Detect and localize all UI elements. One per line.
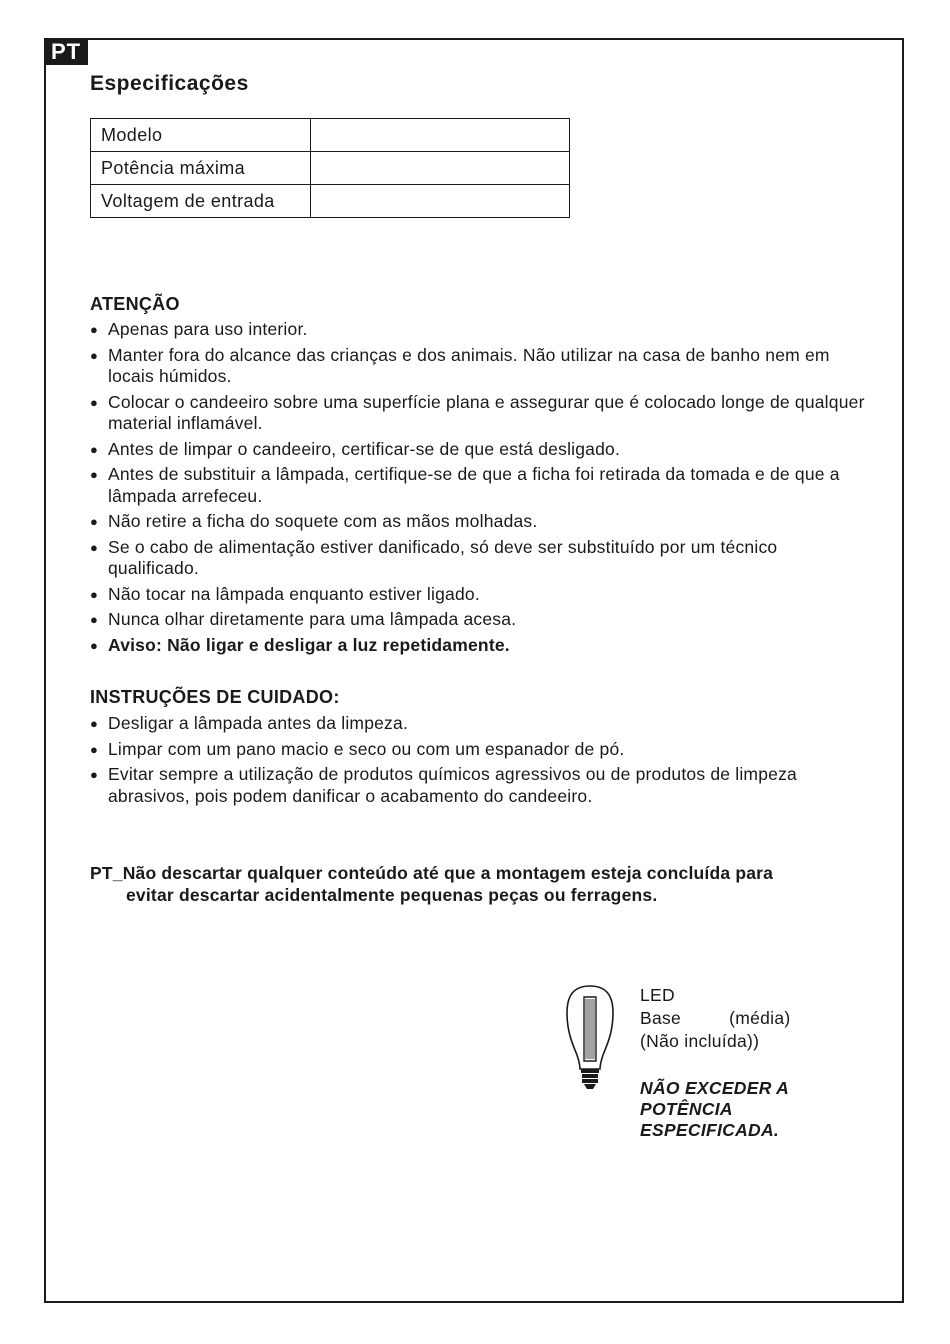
notice-line-2: evitar descartar acidentalmente pequenas peças ou ferragens. (126, 885, 658, 905)
bulb-type: LED (640, 985, 675, 1005)
list-item: ● Antes de limpar o candeeiro, certificar-se de que está desligado. (90, 439, 870, 461)
list-item: ● Se o cabo de alimentação estiver danificado, só deve ser substituído por um técnico qualificado. (90, 537, 870, 580)
bulb-specification (640, 984, 791, 1053)
language-badge: PT (44, 38, 88, 65)
spec-label: Voltagem de entrada (91, 185, 311, 218)
spec-label: Modelo (91, 119, 311, 152)
list-item: ● Limpar com um pano macio e seco ou com um espanador de pó. (90, 739, 870, 761)
spec-value (311, 185, 570, 218)
table-row (91, 185, 570, 218)
bulb-base-size: (média) (729, 1008, 791, 1028)
list-item: ● Nunca olhar diretamente para uma lâmpada acesa. (90, 609, 870, 631)
list-item: ● Não tocar na lâmpada enquanto estiver ligado. (90, 584, 870, 606)
warning-line: NÃO EXCEDER A (640, 1078, 790, 1098)
attention-list (90, 319, 870, 660)
spec-label: Potência máxima (91, 152, 311, 185)
list-item: ● Apenas para uso interior. (90, 319, 870, 341)
list-item: ● Desligar a lâmpada antes da limpeza. (90, 713, 870, 735)
warning-line: POTÊNCIA (640, 1099, 733, 1119)
wattage-warning (640, 1078, 789, 1141)
care-title: INSTRUÇÕES DE CUIDADO: (90, 687, 340, 707)
warning-line: ESPECIFICADA. (640, 1120, 780, 1140)
page-title: Especificações (90, 72, 249, 95)
spec-value (311, 119, 570, 152)
disposal-notice (90, 862, 870, 906)
list-item: ● Colocar o candeeiro sobre uma superfície plana e assegurar que é colocado longe de qualquer material inflamável. (90, 392, 870, 435)
care-list (90, 713, 870, 811)
attention-title: ATENÇÃO (90, 294, 180, 314)
list-item: ● Evitar sempre a utilização de produtos químicos agressivos ou de produtos de limpeza abrasivos, pois podem danificar o acabamento do candeeiro. (90, 764, 870, 807)
bulb-base-row (640, 1007, 791, 1030)
bulb-included: (Não incluída)) (640, 1031, 760, 1051)
filament-bulb-icon (560, 983, 620, 1093)
list-item: ● Manter fora do alcance das crianças e dos animais. Não utilizar na casa de banho nem em locais húmidos. (90, 345, 870, 388)
bulb-base-label: Base (640, 1008, 682, 1028)
list-item: ● Antes de substituir a lâmpada, certifique-se de que a ficha foi retirada da tomada e de que a lâmpada arrefeceu. (90, 464, 870, 507)
warning-list-item: ● Aviso: Não ligar e desligar a luz repetidamente. (90, 635, 870, 657)
spec-value (311, 152, 570, 185)
table-row (91, 152, 570, 185)
table-row (91, 119, 570, 152)
notice-line-1: PT_Não descartar qualquer conteúdo até que a montagem esteja concluída para (90, 863, 774, 883)
list-item: ● Não retire a ficha do soquete com as mãos molhadas. (90, 511, 870, 533)
specifications-table (90, 118, 570, 218)
